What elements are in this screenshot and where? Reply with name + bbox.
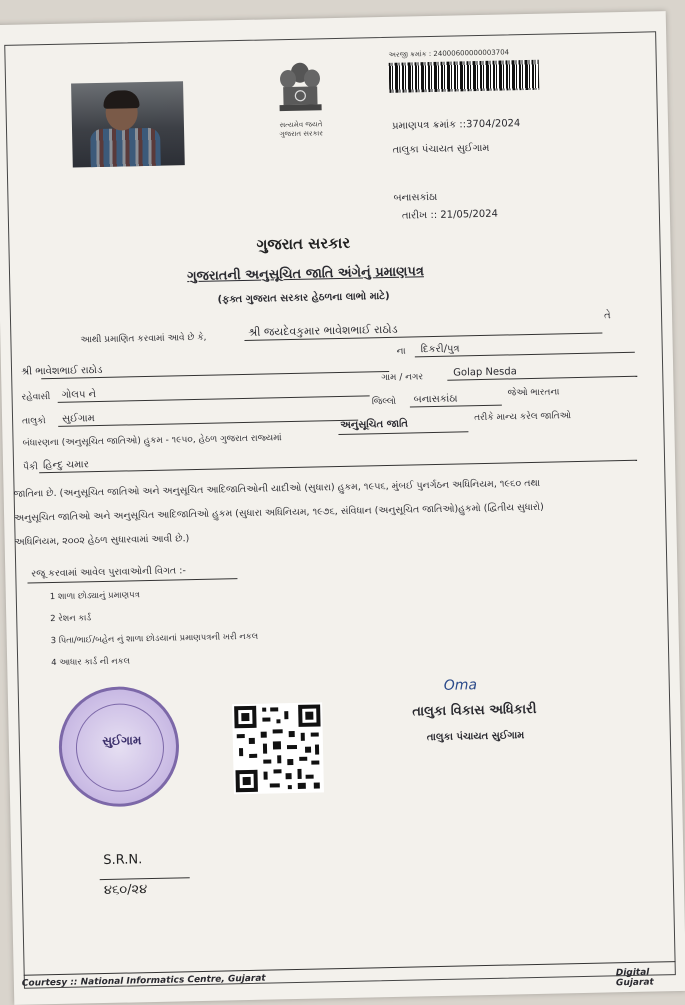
seal-text: સુઈગામ — [102, 733, 142, 749]
officer-office: તાલુકા પંચાયત સુઈગામ — [426, 730, 525, 744]
emblem-caption-2: ગુજરાત સરકાર — [279, 129, 323, 139]
certify-text: આથી પ્રમાણિત કરવામાં આવે છે કે, — [80, 332, 207, 346]
legal-para-3: અધિનિયમ, ૨૦૦૨ હેઠળ સુધારવામાં આવી છે.) — [14, 533, 190, 548]
application-number: અરજી ક્રમાંક : 24000600000003704 — [388, 48, 510, 59]
document-item-4: 4 આધાર કાર્ડ ની નકલ — [51, 656, 131, 669]
document-item-3: 3 પિતા/ભાઈ/બહેન નું શાળા છોડયાનાં પ્રમાણપત્રની ખરી નકલ — [50, 631, 259, 647]
qr-code-icon — [232, 702, 324, 794]
subcaste-prefix: પૈકી — [22, 462, 38, 473]
legal-para-2: અનુસૂચિત જાતિઓ અને અનુસૂચિત આદિજાતિઓ હુકમ (સુધારા અધિનિયમ, ૧૯૭૬, સંવિધાન (અનુસૂચિત જાતિઓ)હુકમો (દ્વિતીય સુધારો) — [14, 501, 544, 524]
district-label: જિલ્લો — [371, 396, 397, 408]
ashoka-emblem-icon — [275, 58, 326, 121]
certificate-number: પ્રમાણપત્ર ક્રમાંક ::3704/2024 — [391, 118, 521, 132]
category: અનુસૂચિત જાતિ — [340, 418, 409, 431]
relation-prefix: ના — [396, 346, 406, 357]
india-text: જેઓ ભારતના — [507, 387, 560, 399]
document-item-1: 1 શાળા છોડ્યાનું પ્રમાણપત્ર — [49, 590, 140, 603]
document-item-2: 2 રેશન કાર્ડ — [50, 613, 92, 625]
documents-heading: રજૂ કરવામાં આવેલ પુરાવાઓની વિગત :- — [31, 565, 186, 580]
person-name: શ્રી જયદેવકુમાર ભાવેશભાઈ રાઠોડ — [248, 322, 398, 339]
qr-code — [232, 702, 324, 794]
father-name: શ્રી ભાવેશભાઈ રાઠોડ — [20, 364, 103, 378]
issue-date: તારીખ :: 21/05/2024 — [401, 208, 499, 222]
relation: દિકરી/પુત્ર — [420, 343, 460, 356]
district-value: બનાસકાંઠા — [413, 393, 458, 406]
barcode-block — [388, 48, 539, 93]
village-value: Golap Nesda — [453, 366, 517, 379]
resident-label: રહેવાસી — [21, 392, 51, 403]
handwritten-signature: Oma — [443, 677, 478, 694]
srn-number: ૪૬૦/૨૪ — [103, 882, 148, 899]
recognized-text: તરીકે માન્ય કરેલ જાતિઓ — [474, 411, 572, 424]
village-label: ગામ / નગર — [381, 372, 424, 384]
issuing-office: તાલુકા પંચાયત સુઈગામ — [392, 142, 490, 156]
officer-designation: તાલુકા વિકાસ અધિકારી — [412, 701, 537, 720]
footer-courtesy: Courtesy :: National Informatics Centre, Gujarat — [21, 973, 266, 989]
district-header: બનાસકાંઠા — [393, 191, 438, 204]
applicant-photo — [71, 81, 185, 167]
resident-value: ગોલપ ને — [61, 389, 97, 401]
legal-para-1: જાતિના છે. (અનુસૂચિત જાતિઓ અને અનુસૂચિત આદિજાતિઓની યાદીઓ (સુધારા) હુકમ, ૧૯૫૬, મુંબઈ પુનર્ગઠન અધિનિયમ, ૧૯૬૦ તથા — [13, 477, 541, 500]
line1-suffix: તે — [603, 310, 611, 322]
taluka-value: સુઈગામ — [61, 413, 95, 425]
constitution-text: બંધારણના (અનુસૂચિત જાતિઓ) હુકમ - ૧૯૫૦, હેઠળ ગુજરાત રાજ્યમાં — [22, 433, 282, 449]
srn-label: S.R.N. — [103, 852, 143, 869]
state-emblem — [267, 58, 335, 149]
certificate-note: (ફક્ત ગુજરાત સરકાર હેઠળના લાભો માટે) — [217, 290, 390, 306]
footer-brand: Digital Gujarat — [615, 967, 654, 989]
barcode — [389, 60, 540, 93]
certificate-title: ગુજરાતની અનુસૂચિત જાતિ અંગેનું પ્રમાણપત્ર — [186, 264, 425, 285]
subcaste: હિન્દુ ચમાર — [42, 459, 89, 472]
government-title: ગુજરાત સરકાર — [256, 233, 351, 254]
certificate-page — [0, 11, 685, 1005]
emblem-caption-1: સત્યમેવ જયતે — [279, 120, 323, 130]
taluka-label: તાલુકો — [22, 416, 46, 427]
